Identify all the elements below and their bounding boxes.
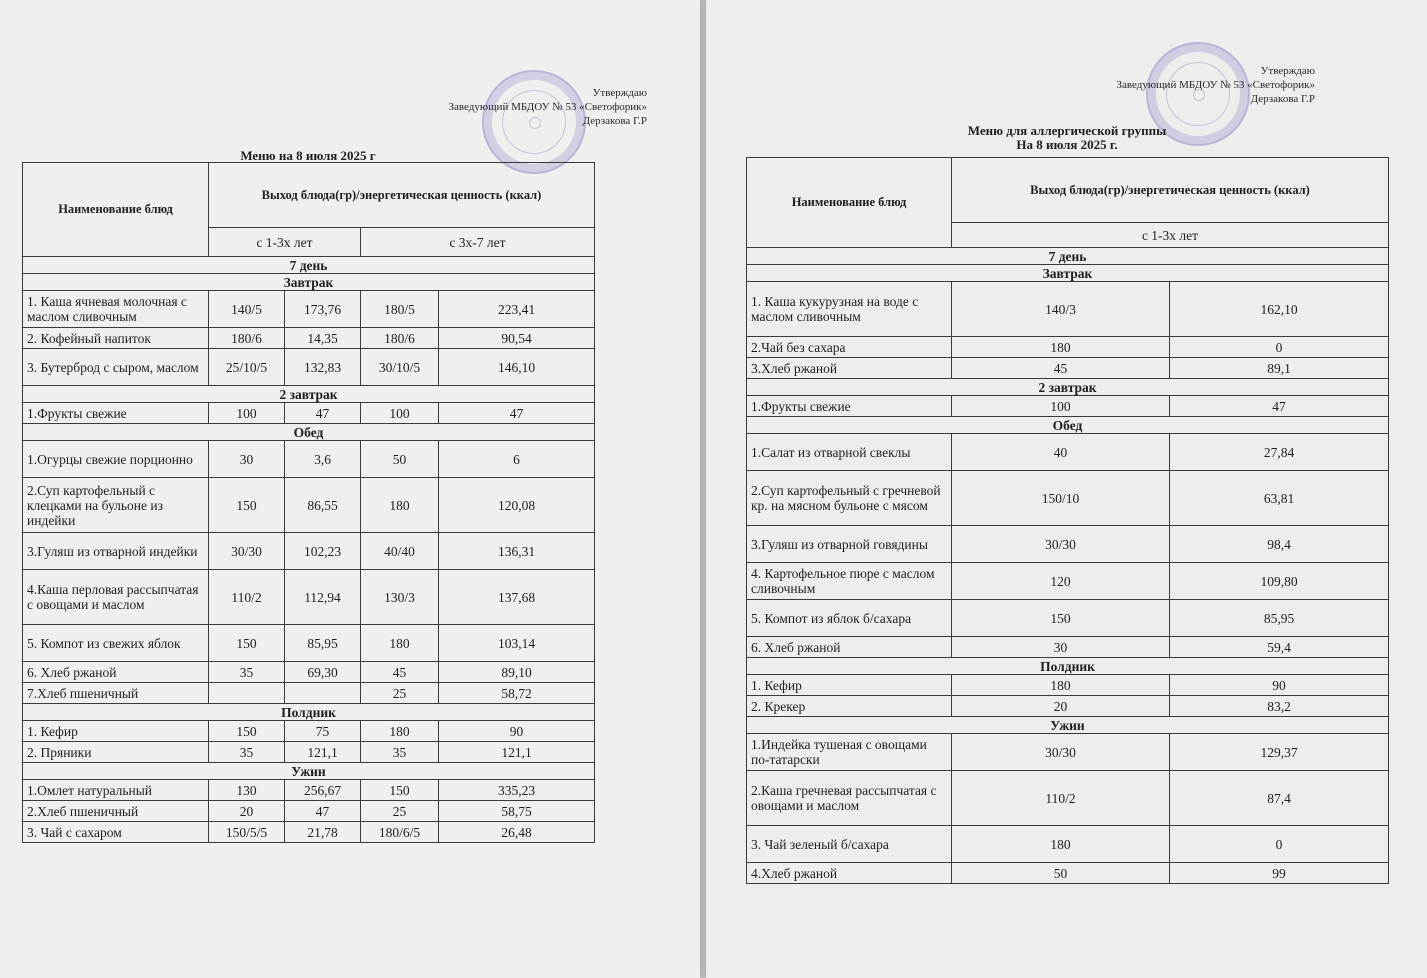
kcal-cell: 59,4 (1170, 637, 1389, 658)
portion-cell: 180 (952, 675, 1170, 696)
kcal-cell: 3,6 (285, 441, 361, 478)
portion-cell: 30/30 (952, 734, 1170, 771)
section-row (23, 386, 595, 403)
kcal-cell: 58,72 (439, 683, 595, 704)
kcal-cell: 0 (1170, 337, 1389, 358)
kcal-cell: 121,1 (439, 742, 595, 763)
kcal-cell: 47 (1170, 396, 1389, 417)
portion-cell: 35 (361, 742, 439, 763)
header-name: Наименование блюд (747, 158, 952, 248)
section-title: Завтрак (747, 265, 1389, 282)
section-row (747, 265, 1389, 282)
portion-cell: 35 (209, 662, 285, 683)
portion-cell: 45 (952, 358, 1170, 379)
menu-title-line-2: На 8 июля 2025 г. (1016, 137, 1118, 152)
portion-cell: 150 (209, 625, 285, 662)
approval-block (1117, 64, 1315, 106)
kcal-cell: 21,78 (285, 822, 361, 843)
table-row (747, 734, 1389, 771)
table-row (747, 282, 1389, 337)
portion-cell: 25 (361, 683, 439, 704)
section-title: Обед (23, 424, 595, 441)
header-output: Выход блюда(гр)/энергетическая ценность (ккал) (952, 158, 1389, 223)
dish-name: 2.Хлеб пшеничный (23, 801, 209, 822)
portion-cell: 150/10 (952, 471, 1170, 526)
dish-name: 2.Каша гречневая рассыпчатая с овощами и маслом (747, 771, 952, 826)
portion-cell: 100 (361, 403, 439, 424)
table-row (23, 291, 595, 328)
table-row (23, 721, 595, 742)
dish-name: 3.Гуляш из отварной индейки (23, 533, 209, 570)
kcal-cell: 86,55 (285, 478, 361, 533)
dish-name: 1. Каша ячневая молочная с маслом сливочным (23, 291, 209, 328)
portion-cell: 25/10/5 (209, 349, 285, 386)
table-row (23, 478, 595, 533)
portion-cell: 180 (361, 721, 439, 742)
kcal-cell: 85,95 (1170, 600, 1389, 637)
menu-title (746, 124, 1388, 152)
kcal-cell: 6 (439, 441, 595, 478)
header-age-3-7: с 3х-7 лет (361, 228, 595, 257)
dish-name: 3. Бутерброд с сыром, маслом (23, 349, 209, 386)
kcal-cell: 14,35 (285, 328, 361, 349)
table-row (747, 526, 1389, 563)
dish-name: 1.Фрукты свежие (23, 403, 209, 424)
table-row (747, 826, 1389, 863)
portion-cell: 50 (952, 863, 1170, 884)
dish-name: 1. Каша кукурузная на воде с маслом сливочным (747, 282, 952, 337)
portion-cell: 150 (952, 600, 1170, 637)
dish-name: 5. Компот из свежих яблок (23, 625, 209, 662)
table-row (23, 780, 595, 801)
portion-cell: 100 (209, 403, 285, 424)
table-row (747, 696, 1389, 717)
table-row (23, 822, 595, 843)
portion-cell: 180/6 (209, 328, 285, 349)
kcal-cell: 112,94 (285, 570, 361, 625)
table-row (23, 801, 595, 822)
table-row (747, 471, 1389, 526)
kcal-cell: 90,54 (439, 328, 595, 349)
portion-cell: 180 (361, 478, 439, 533)
table-row (747, 358, 1389, 379)
kcal-cell: 136,31 (439, 533, 595, 570)
portion-cell: 180/6/5 (361, 822, 439, 843)
kcal-cell: 90 (439, 721, 595, 742)
kcal-cell: 132,83 (285, 349, 361, 386)
table-row (747, 396, 1389, 417)
kcal-cell: 87,4 (1170, 771, 1389, 826)
menu-table (22, 162, 595, 843)
kcal-cell: 335,23 (439, 780, 595, 801)
kcal-cell: 27,84 (1170, 434, 1389, 471)
table-row (23, 570, 595, 625)
table-row (747, 563, 1389, 600)
kcal-cell: 137,68 (439, 570, 595, 625)
portion-cell: 40/40 (361, 533, 439, 570)
dish-name: 4. Картофельное пюре с маслом сливочным (747, 563, 952, 600)
day-label: 7 день (747, 248, 1389, 265)
portion-cell: 50 (361, 441, 439, 478)
section-title: Ужин (23, 763, 595, 780)
portion-cell: 45 (361, 662, 439, 683)
section-title: Полдник (23, 704, 595, 721)
section-title: 2 завтрак (23, 386, 595, 403)
portion-cell: 150 (209, 478, 285, 533)
dish-name: 2. Кофейный напиток (23, 328, 209, 349)
kcal-cell: 102,23 (285, 533, 361, 570)
approval-line-2: Заведующий МБДОУ № 53 «Светофорик» (1116, 79, 1315, 91)
table-row (23, 403, 595, 424)
dish-name: 3.Хлеб ржаной (747, 358, 952, 379)
dish-name: 2. Пряники (23, 742, 209, 763)
dish-name: 1.Индейка тушеная с овощами по-татарски (747, 734, 952, 771)
allergy-menu-table (746, 157, 1389, 884)
table-row (747, 337, 1389, 358)
approval-line-3: Дерзакова Г.Р (582, 115, 647, 127)
portion-cell: 150 (361, 780, 439, 801)
dish-name: 1.Омлет натуральный (23, 780, 209, 801)
kcal-cell: 162,10 (1170, 282, 1389, 337)
portion-cell: 30/10/5 (361, 349, 439, 386)
table-row (747, 863, 1389, 884)
section-row (747, 417, 1389, 434)
dish-name: 1. Кефир (747, 675, 952, 696)
dish-name: 3. Чай зеленый б/сахара (747, 826, 952, 863)
kcal-cell: 83,2 (1170, 696, 1389, 717)
portion-cell (209, 683, 285, 704)
left-menu-sheet (0, 0, 700, 978)
menu-title: Меню на 8 июля 2025 г (240, 148, 376, 163)
header-age-1-3: с 1-3х лет (952, 223, 1389, 248)
section-row (23, 704, 595, 721)
dish-name: 2.Чай без сахара (747, 337, 952, 358)
table-row (23, 441, 595, 478)
kcal-cell: 173,76 (285, 291, 361, 328)
dish-name: 1.Фрукты свежие (747, 396, 952, 417)
kcal-cell: 47 (285, 801, 361, 822)
dish-name: 4.Каша перловая рассыпчатая с овощами и маслом (23, 570, 209, 625)
section-title: Обед (747, 417, 1389, 434)
approval-block (449, 86, 647, 128)
portion-cell: 100 (952, 396, 1170, 417)
table-row (747, 600, 1389, 637)
section-row (23, 763, 595, 780)
portion-cell: 180/6 (361, 328, 439, 349)
section-row (23, 274, 595, 291)
portion-cell: 180 (952, 337, 1170, 358)
section-row (23, 424, 595, 441)
dish-name: 4.Хлеб ржаной (747, 863, 952, 884)
approval-line-2: Заведующий МБДОУ № 53 «Светофорик» (448, 101, 647, 113)
kcal-cell: 223,41 (439, 291, 595, 328)
portion-cell: 140/5 (209, 291, 285, 328)
section-title: Полдник (747, 658, 1389, 675)
portion-cell: 30 (952, 637, 1170, 658)
portion-cell: 140/3 (952, 282, 1170, 337)
kcal-cell: 47 (285, 403, 361, 424)
portion-cell: 35 (209, 742, 285, 763)
kcal-cell: 146,10 (439, 349, 595, 386)
menu-title-line-1: Меню для аллергической группы (967, 123, 1167, 138)
portion-cell: 20 (209, 801, 285, 822)
portion-cell: 110/2 (209, 570, 285, 625)
kcal-cell: 129,37 (1170, 734, 1389, 771)
portion-cell: 130 (209, 780, 285, 801)
portion-cell: 180 (952, 826, 1170, 863)
portion-cell: 150/5/5 (209, 822, 285, 843)
portion-cell: 180 (361, 625, 439, 662)
table-row (23, 328, 595, 349)
portion-cell: 25 (361, 801, 439, 822)
dish-name: 5. Компот из яблок б/сахара (747, 600, 952, 637)
kcal-cell: 26,48 (439, 822, 595, 843)
table-row (23, 533, 595, 570)
kcal-cell: 85,95 (285, 625, 361, 662)
table-row (23, 742, 595, 763)
kcal-cell: 75 (285, 721, 361, 742)
table-row (23, 662, 595, 683)
kcal-cell: 98,4 (1170, 526, 1389, 563)
kcal-cell: 0 (1170, 826, 1389, 863)
dish-name: 1.Огурцы свежие порционно (23, 441, 209, 478)
approval-line-3: Дерзакова Г.Р (1250, 93, 1315, 105)
header-name: Наименование блюд (23, 163, 209, 257)
table-row (23, 349, 595, 386)
portion-cell: 20 (952, 696, 1170, 717)
kcal-cell: 63,81 (1170, 471, 1389, 526)
table-row (23, 683, 595, 704)
kcal-cell: 69,30 (285, 662, 361, 683)
kcal-cell: 90 (1170, 675, 1389, 696)
dish-name: 6. Хлеб ржаной (747, 637, 952, 658)
kcal-cell: 89,1 (1170, 358, 1389, 379)
dish-name: 3. Чай с сахаром (23, 822, 209, 843)
portion-cell: 130/3 (361, 570, 439, 625)
kcal-cell: 99 (1170, 863, 1389, 884)
portion-cell: 120 (952, 563, 1170, 600)
portion-cell: 180/5 (361, 291, 439, 328)
kcal-cell (285, 683, 361, 704)
kcal-cell: 103,14 (439, 625, 595, 662)
day-label: 7 день (23, 257, 595, 274)
section-title: Завтрак (23, 274, 595, 291)
dish-name: 1. Кефир (23, 721, 209, 742)
dish-name: 1.Салат из отварной свеклы (747, 434, 952, 471)
section-row (747, 717, 1389, 734)
kcal-cell: 121,1 (285, 742, 361, 763)
table-row (747, 675, 1389, 696)
kcal-cell: 58,75 (439, 801, 595, 822)
dish-name: 2.Суп картофельный с гречневой кр. на мясном бульоне с мясом (747, 471, 952, 526)
allergy-menu-sheet (706, 0, 1427, 978)
dish-name: 2. Крекер (747, 696, 952, 717)
portion-cell: 110/2 (952, 771, 1170, 826)
portion-cell: 150 (209, 721, 285, 742)
dish-name: 3.Гуляш из отварной говядины (747, 526, 952, 563)
portion-cell: 40 (952, 434, 1170, 471)
table-row (23, 625, 595, 662)
kcal-cell: 120,08 (439, 478, 595, 533)
header-age-1-3: с 1-3х лет (209, 228, 361, 257)
section-row (747, 379, 1389, 396)
section-row (747, 658, 1389, 675)
table-row (747, 637, 1389, 658)
portion-cell: 30/30 (209, 533, 285, 570)
kcal-cell: 256,67 (285, 780, 361, 801)
header-output: Выход блюда(гр)/энергетическая ценность (ккал) (209, 163, 595, 228)
table-row (747, 771, 1389, 826)
dish-name: 2.Суп картофельный с клецками на бульоне из индейки (23, 478, 209, 533)
section-title: Ужин (747, 717, 1389, 734)
portion-cell: 30 (209, 441, 285, 478)
table-row (747, 434, 1389, 471)
approval-line-1: Утверждаю (592, 87, 647, 99)
portion-cell: 30/30 (952, 526, 1170, 563)
dish-name: 7.Хлеб пшеничный (23, 683, 209, 704)
kcal-cell: 89,10 (439, 662, 595, 683)
dish-name: 6. Хлеб ржаной (23, 662, 209, 683)
section-title: 2 завтрак (747, 379, 1389, 396)
approval-line-1: Утверждаю (1260, 65, 1315, 77)
kcal-cell: 109,80 (1170, 563, 1389, 600)
kcal-cell: 47 (439, 403, 595, 424)
